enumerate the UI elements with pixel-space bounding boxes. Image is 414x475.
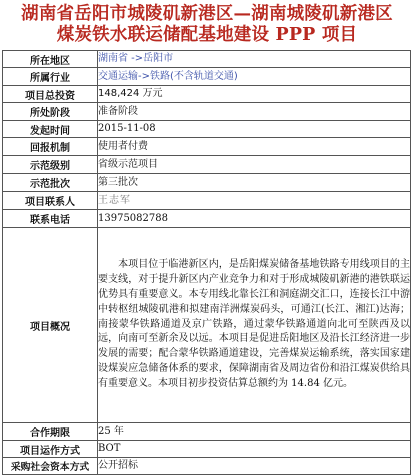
overview-text-cell: [98, 228, 411, 423]
row-label: 所在地区: [3, 51, 98, 68]
row-label: 回报机制: [3, 138, 98, 156]
row-contact-phone: [3, 210, 411, 228]
row-value: 王志军: [98, 192, 411, 210]
row-total-investment: [3, 86, 411, 103]
row-demo-level: [3, 156, 411, 174]
project-info-table: [2, 50, 411, 475]
document-title: [0, 0, 414, 50]
row-value: 25 年: [98, 423, 411, 441]
row-label: 联系电话: [3, 210, 98, 228]
row-value: 第三批次: [98, 174, 411, 192]
row-region: [3, 51, 411, 68]
row-start-time: [3, 121, 411, 138]
row-overview: [3, 228, 411, 423]
row-value: 13975082788: [98, 210, 411, 228]
row-value: 公开招标: [98, 458, 411, 475]
row-cooperation-period: [3, 423, 411, 441]
row-label: 示范级别: [3, 156, 98, 174]
row-procurement-method: [3, 458, 411, 475]
row-label: 项目概况: [3, 228, 98, 423]
title-line-2: 煤炭铁水联运储配基地建设 PPP 项目: [56, 25, 358, 45]
row-value: 2015-11-08: [98, 121, 411, 138]
row-label: 合作期限: [3, 423, 98, 441]
row-label: 所属行业: [3, 68, 98, 86]
row-value: 省级示范项目: [98, 156, 411, 174]
row-operation-mode: [3, 441, 411, 458]
row-label: 项目运作方式: [3, 441, 98, 458]
row-label: 项目总投资: [3, 86, 98, 103]
row-value: 使用者付费: [98, 138, 411, 156]
row-value: 准备阶段: [98, 103, 411, 121]
row-label: 发起时间: [3, 121, 98, 138]
row-label: 所处阶段: [3, 103, 98, 121]
row-value: 交通运输->铁路(不含轨道交通): [98, 68, 411, 86]
row-value: 湖南省 ->岳阳市: [98, 51, 411, 68]
row-stage: [3, 103, 411, 121]
title-line-1: 湖南省岳阳市城陵矶新港区—湖南城陵矶新港区: [21, 4, 393, 24]
row-contact-person: [3, 192, 411, 210]
overview-text: 本项目位于临港新区内，是岳阳煤炭储备基地铁路专用线项目的主要支线，对于提升新区内产业竞争力和对于形成城陵矶新港的港铁联运优势具有重要意义。本专用线北靠长江和洞庭湖交汇口，连接长江中游中转枢纽城陵矶港和拟建南洋洲煤炭码头，可通江(长江、湘江)达海；南接蒙华铁路通道及京广铁路，通过蒙华铁路通道向北可至陕西及以远，向南可至新余及以远。本项目是促进岳阳地区及沿长江经济进一步发展的需要；配合蒙华铁路通道建设，完善煤炭运输系统，落实国家建设煤炭应急储备体系的要求，保障湖南省及周边省份和沿江煤炭供给具有重要意义。本项目初步投资估算总额约为 14.84 亿元。: [98, 259, 410, 389]
row-industry: [3, 68, 411, 86]
row-label: 示范批次: [3, 174, 98, 192]
row-value: BOT: [98, 441, 411, 458]
row-demo-batch: [3, 174, 411, 192]
row-label: 项目联系人: [3, 192, 98, 210]
row-return-mechanism: [3, 138, 411, 156]
row-value: 148,424 万元: [98, 86, 411, 103]
row-label: 采购社会资本方式: [3, 458, 98, 475]
